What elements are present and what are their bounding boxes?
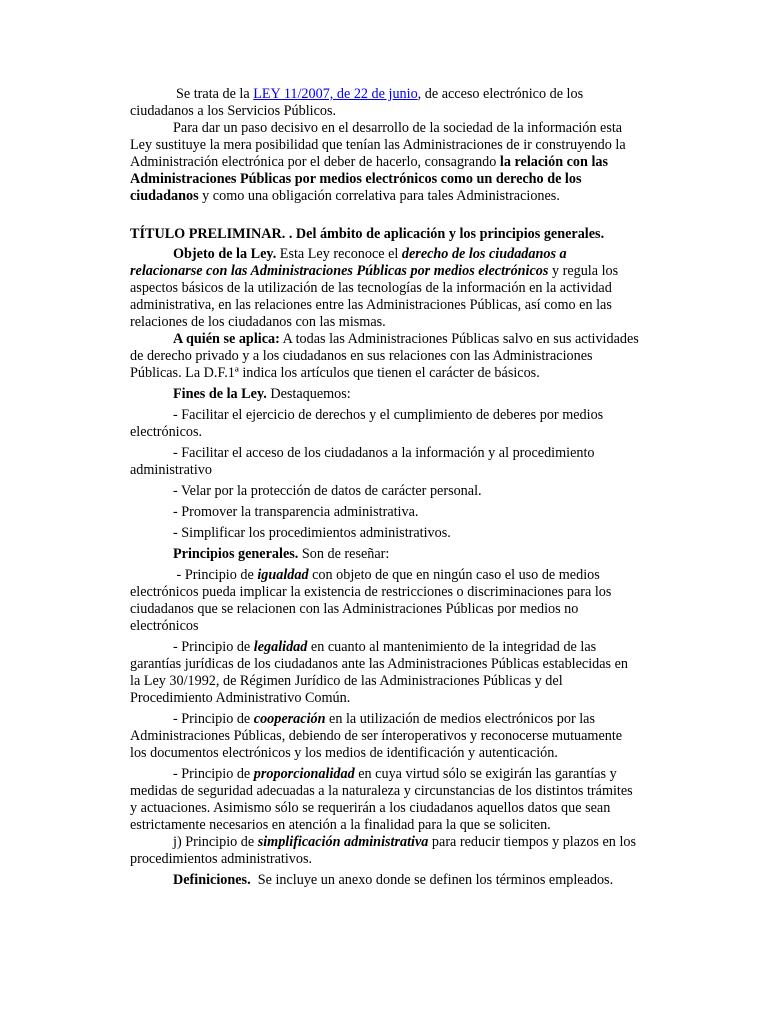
- principios-text: Son de reseñar:: [298, 546, 390, 562]
- intro-text-end: , de acceso electrónico de los ciudadanos a los Servicios Públicos.: [130, 86, 584, 119]
- principio-simplificacion: [130, 834, 640, 868]
- principio-prefix: - Principio de: [173, 567, 258, 583]
- principio-name: legalidad: [253, 639, 308, 655]
- principio-text: para reducir tiempos y plazos en los procedimientos administrativos.: [130, 834, 636, 867]
- titulo-preliminar-heading: TÍTULO PRELIMINAR. . Del ámbito de aplicación y los principios generales.: [130, 226, 605, 242]
- fines-item: - Velar por la protección de datos de carácter personal.: [173, 483, 482, 499]
- principio-text: en cuya virtud sólo se exigirán las garantías y medidas de seguridad adecuadas a la naturaleza y circunstancias de los distintos trámites y actuaciones. Asimismo sólo se requerirán a los ciudadanos aquellos datos que sean estrictamente necesarios en atención a la finalidad para la que se soliciten.: [130, 766, 633, 833]
- objeto-text-start: Esta Ley reconoce el: [276, 246, 402, 262]
- fines-paragraph: [130, 386, 640, 403]
- intro-text-start: Se trata de la: [176, 86, 254, 102]
- ley-11-2007-link[interactable]: LEY 11/2007, de 22 de junio: [253, 86, 418, 102]
- principio-prefix: - Principio de: [173, 639, 254, 655]
- principio-prefix: - Principio de: [173, 766, 254, 782]
- fines-item: - Facilitar el ejercicio de derechos y el cumplimiento de deberes por medios electrónicos.: [130, 407, 604, 440]
- principio-name: cooperación: [253, 711, 326, 727]
- principio-igualdad: [130, 567, 640, 635]
- definiciones-text: Se incluye un anexo donde se definen los términos empleados.: [250, 872, 614, 888]
- principio-prefix: j) Principio de: [173, 834, 258, 850]
- definiciones-label: Definiciones.: [173, 872, 251, 888]
- definiciones-paragraph: [130, 872, 640, 889]
- principio-name: proporcionalidad: [253, 766, 355, 782]
- fines-item: - Simplificar los procedimientos administrativos.: [173, 525, 451, 541]
- principio-name: simplificación administrativa: [257, 834, 429, 850]
- fines-item: - Facilitar el acceso de los ciudadanos a la información y al procedimiento administrativo: [130, 445, 595, 478]
- ley-purpose-paragraph: [130, 120, 640, 205]
- principio-text: en la utilización de medios electrónicos por las Administraciones Públicas, debiendo de ser ínteroperativos y reconocerse mutuamente los documentos electrónicos y los medios de identificación y autenticación.: [130, 711, 623, 761]
- objeto-text-end: y regula los aspectos básicos de la utilización de las tecnologías de la información en la actividad administrativa, en las relaciones entre las Administraciones Públicas, así como en las relaciones de los ciudadanos con las mismas.: [130, 263, 619, 330]
- principios-paragraph: [130, 546, 640, 563]
- purpose-text-start: Para dar un paso decisivo en el desarrollo de la sociedad de la información esta Ley sustituye la mera posibilidad que tenían las Administraciones de ir construyendo la Administración electrónica por el deber de hacerlo, consagrando: [130, 120, 626, 170]
- aplica-label: A quién se aplica:: [173, 331, 280, 347]
- purpose-text-end: y como una obligación correlativa para tales Administraciones.: [198, 188, 560, 204]
- intro-paragraph: [130, 86, 640, 120]
- principio-legalidad: [130, 639, 640, 707]
- fines-text: Destaquemos:: [266, 386, 351, 402]
- principio-prefix: - Principio de: [173, 711, 254, 727]
- principios-label: Principios generales.: [173, 546, 299, 562]
- objeto-paragraph: [130, 246, 640, 331]
- purpose-highlight: la relación con las Administraciones Públicas por medios electrónicos como un derecho de los ciudadanos: [130, 154, 609, 204]
- principio-name: igualdad: [257, 567, 309, 583]
- objeto-label: Objeto de la Ley.: [173, 246, 277, 262]
- objeto-emphasis: derecho de los ciudadanos a relacionarse con las Administraciones Públicas por medios electrónicos: [130, 246, 567, 279]
- document-body: [130, 86, 640, 893]
- fines-label: Fines de la Ley.: [173, 386, 267, 402]
- fines-item: - Promover la transparencia administrativa.: [173, 504, 419, 520]
- principio-text: con objeto de que en ningún caso el uso de medios electrónicos pueda implicar la existencia de restricciones o discriminaciones para los ciudadanos que se relacionen con las Administraciones Públicas por medios no electrónicos: [130, 567, 612, 634]
- principio-proporcionalidad: [130, 766, 640, 834]
- principio-text: en cuanto al mantenimiento de la integridad de las garantías jurídicas de los ciudadanos ante las Administraciones Públicas establecidas en la Ley 30/1992, de Régimen Jurídico de las Administraciones Públicas y del Procedimiento Administrativo Común.: [130, 639, 628, 706]
- aplica-paragraph: [130, 331, 640, 382]
- principio-cooperacion: [130, 711, 640, 762]
- aplica-text: A todas las Administraciones Públicas salvo en sus actividades de derecho privado y a los ciudadanos en sus relaciones con las Administraciones Públicas. La D.F.1ª indica los artículos que tienen el carácter de básicos.: [130, 331, 639, 381]
